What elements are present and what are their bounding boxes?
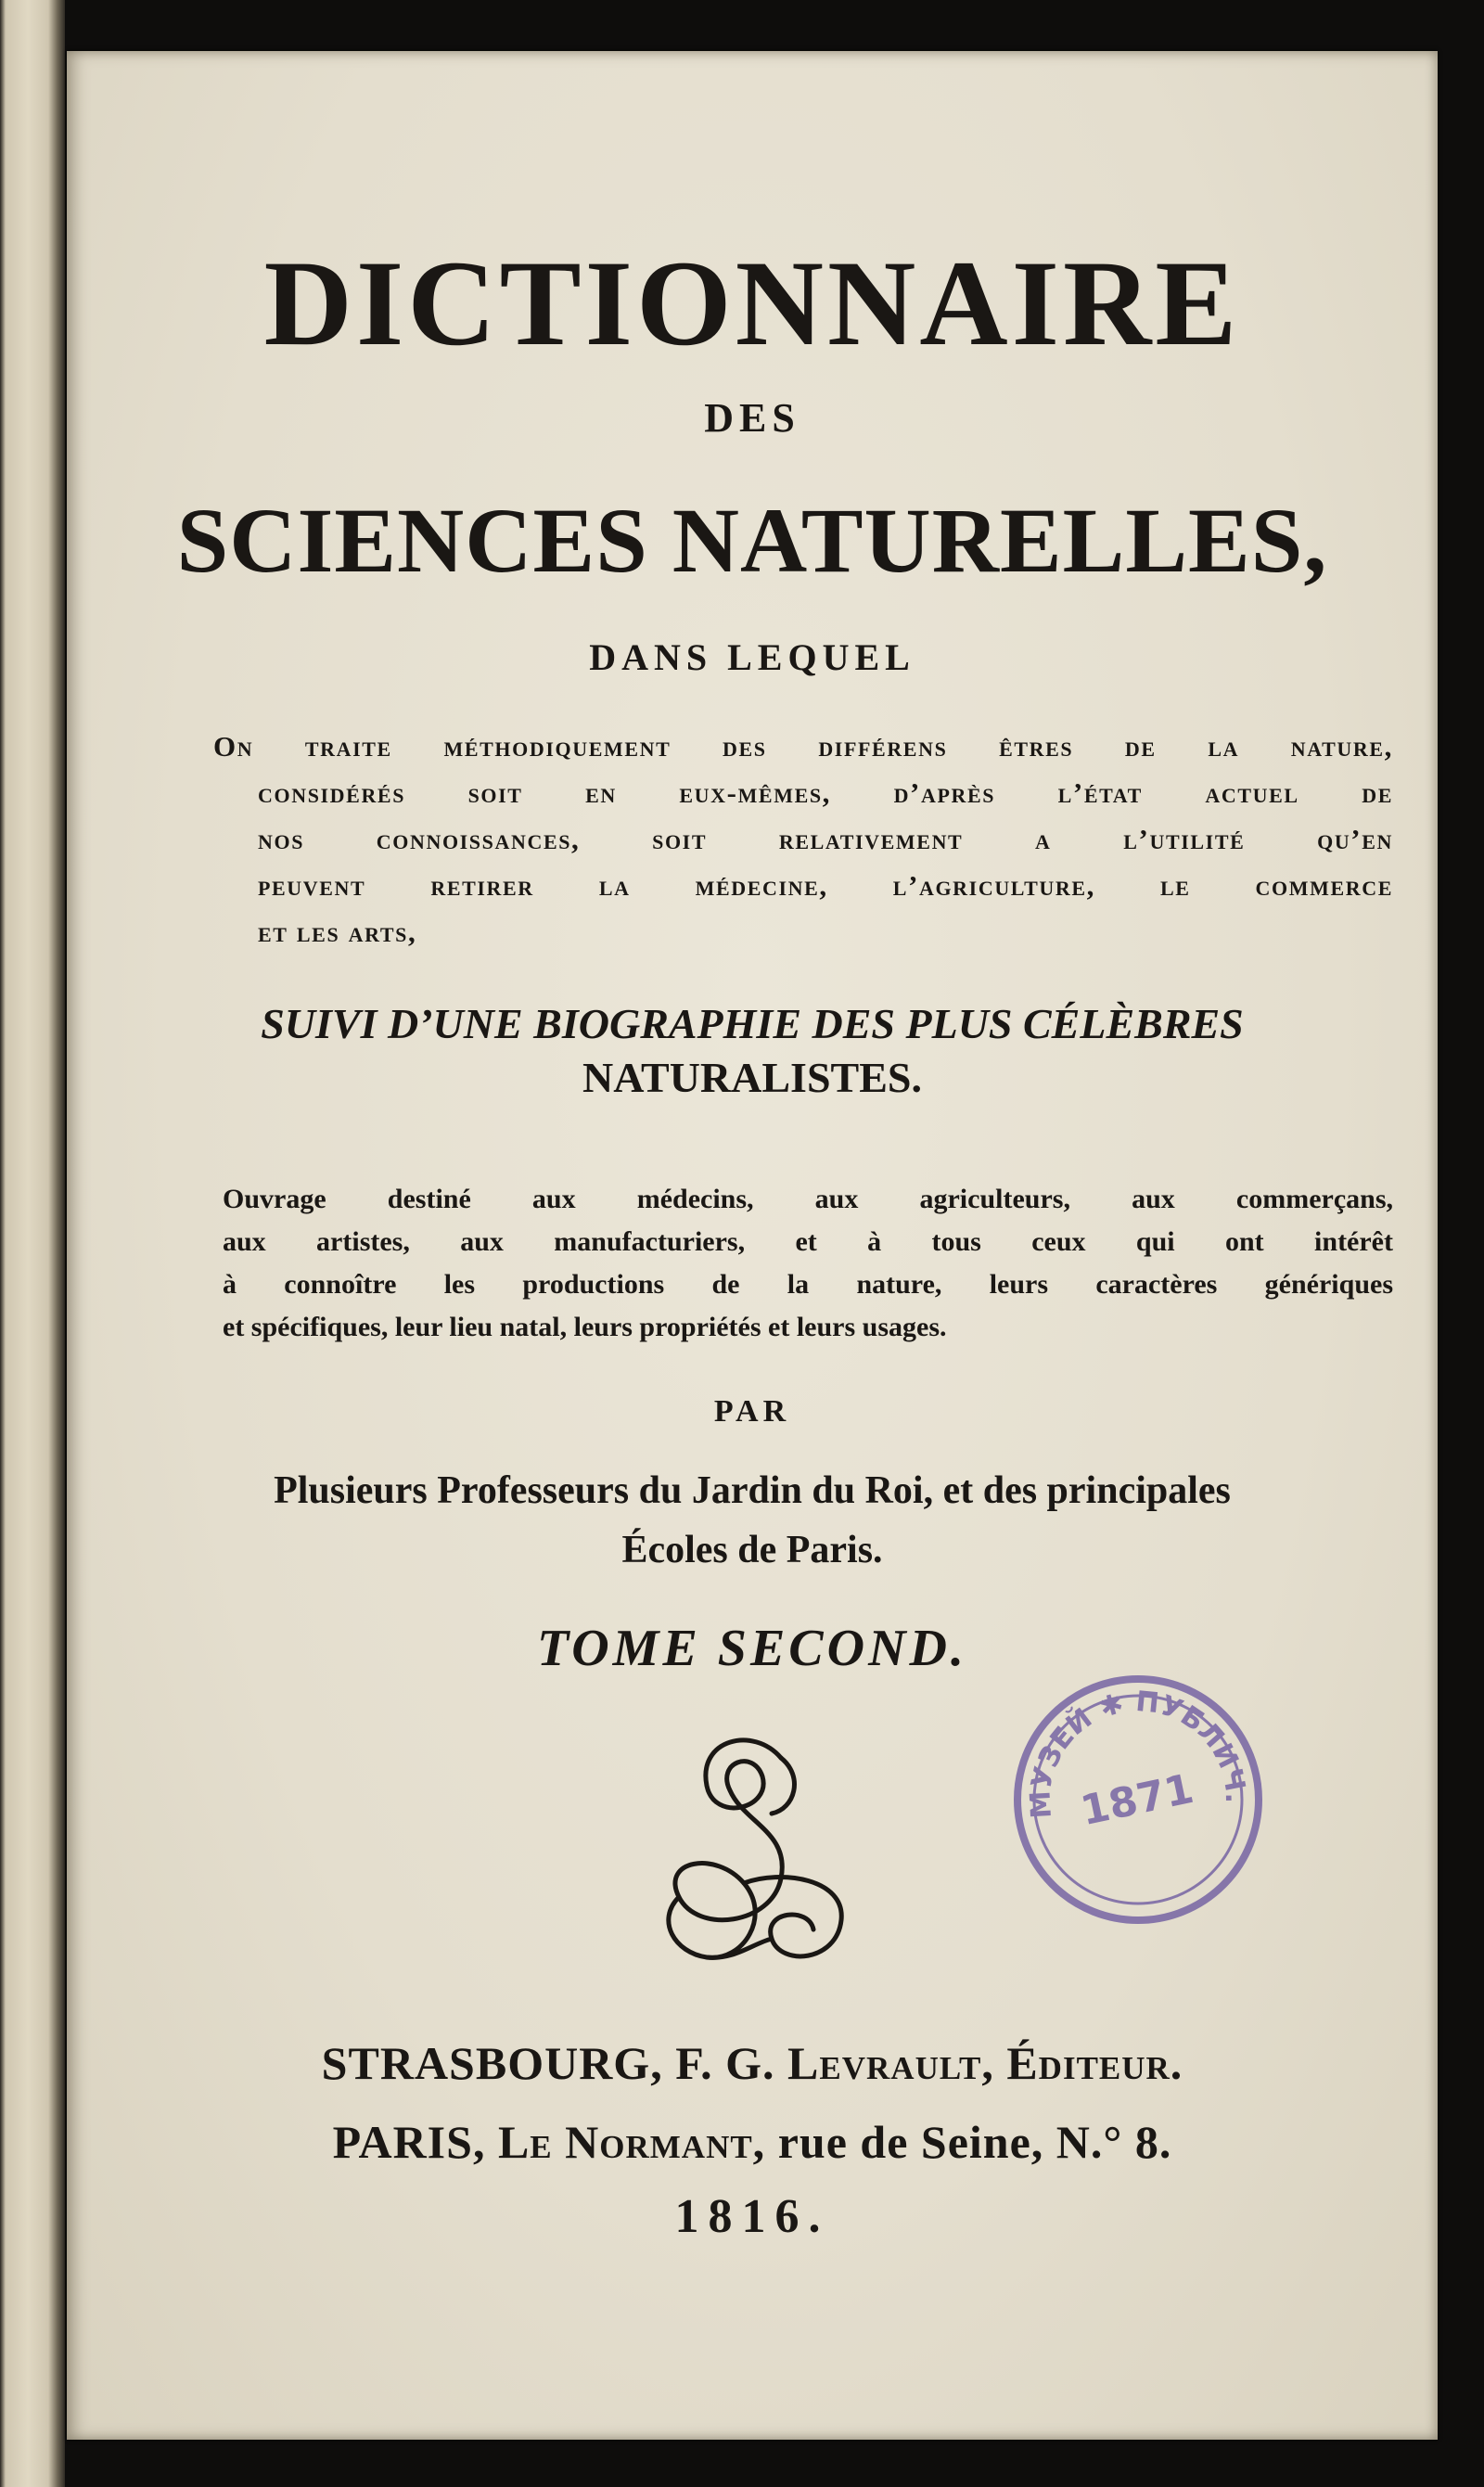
- ouvrage-line: à connoître les productions de la nature, leurs caractères génériques: [223, 1269, 1393, 1300]
- ouvrage-line: aux artistes, aux manufacturiers, et à tous ceux qui ont intérêt: [223, 1226, 1393, 1257]
- volume-label: TOME SECOND.: [537, 1620, 967, 1677]
- description-line: et les arts,: [258, 916, 417, 948]
- ouvrage-paragraph: [223, 1178, 1393, 1349]
- ouvrage-line: et spécifiques, leur lieu natal, leurs propriétés et leurs usages.: [223, 1312, 947, 1342]
- stamp-year: 1871: [1076, 1764, 1198, 1836]
- subtitle-line-1: SUIVI D’UNE BIOGRAPHIE DES PLUS CÉLÈBRES: [261, 1000, 1244, 1047]
- title-dictionnaire: DICTIONNAIRE: [263, 235, 1241, 371]
- stamp-text: МУЗЕЙ ✱ ПУБЛИЧ.: [1024, 1685, 1252, 1820]
- title-sciences-naturelles: SCIENCES NATURELLES,: [176, 489, 1328, 592]
- imprint-publisher-levrault: F. G. Levrault, Éditeur.: [675, 2037, 1183, 2089]
- description-line: On traite méthodiquement des différens êtres de la nature,: [213, 730, 1393, 763]
- ouvrage-line: Ouvrage destiné aux médecins, aux agriculteurs, aux commerçans,: [223, 1184, 1393, 1214]
- subtitle-line-2: NATURALISTES.: [582, 1054, 922, 1101]
- authors-line-1: Plusieurs Professeurs du Jardin du Roi, et des principales: [274, 1469, 1231, 1512]
- description-paragraph: [213, 724, 1393, 955]
- title-page: [67, 51, 1438, 2440]
- subtitle-biographie: [67, 997, 1438, 1105]
- imprint-city-paris: PARIS,: [332, 2116, 486, 2168]
- description-line: peuvent retirer la médecine, l’agriculture, le commerce: [258, 869, 1393, 902]
- imprint-city-strasbourg: STRASBOURG,: [321, 2037, 663, 2089]
- book-spine: [0, 0, 65, 2487]
- description-line: considérés soit en eux-mêmes, d’après l’état actuel de: [258, 776, 1393, 809]
- imprint-paris: [67, 2115, 1438, 2169]
- authors: [67, 1461, 1438, 1580]
- imprint-year: 1816.: [674, 2190, 830, 2243]
- description-line: nos connoissances, soit relativement a l’utilité qu’en: [258, 823, 1393, 855]
- library-stamp-icon: [1004, 1665, 1273, 1934]
- publisher-monogram-icon: [642, 1721, 874, 1990]
- authors-line-2: Écoles de Paris.: [621, 1529, 883, 1571]
- title-des: DES: [704, 395, 800, 441]
- imprint-strasbourg: [67, 2036, 1438, 2090]
- par-label: PAR: [713, 1394, 791, 1429]
- imprint-publisher-normant: Le Normant,: [497, 2116, 766, 2168]
- title-dans-lequel: DANS LEQUEL: [589, 636, 915, 678]
- imprint-address: rue de Seine, N.° 8.: [777, 2116, 1172, 2168]
